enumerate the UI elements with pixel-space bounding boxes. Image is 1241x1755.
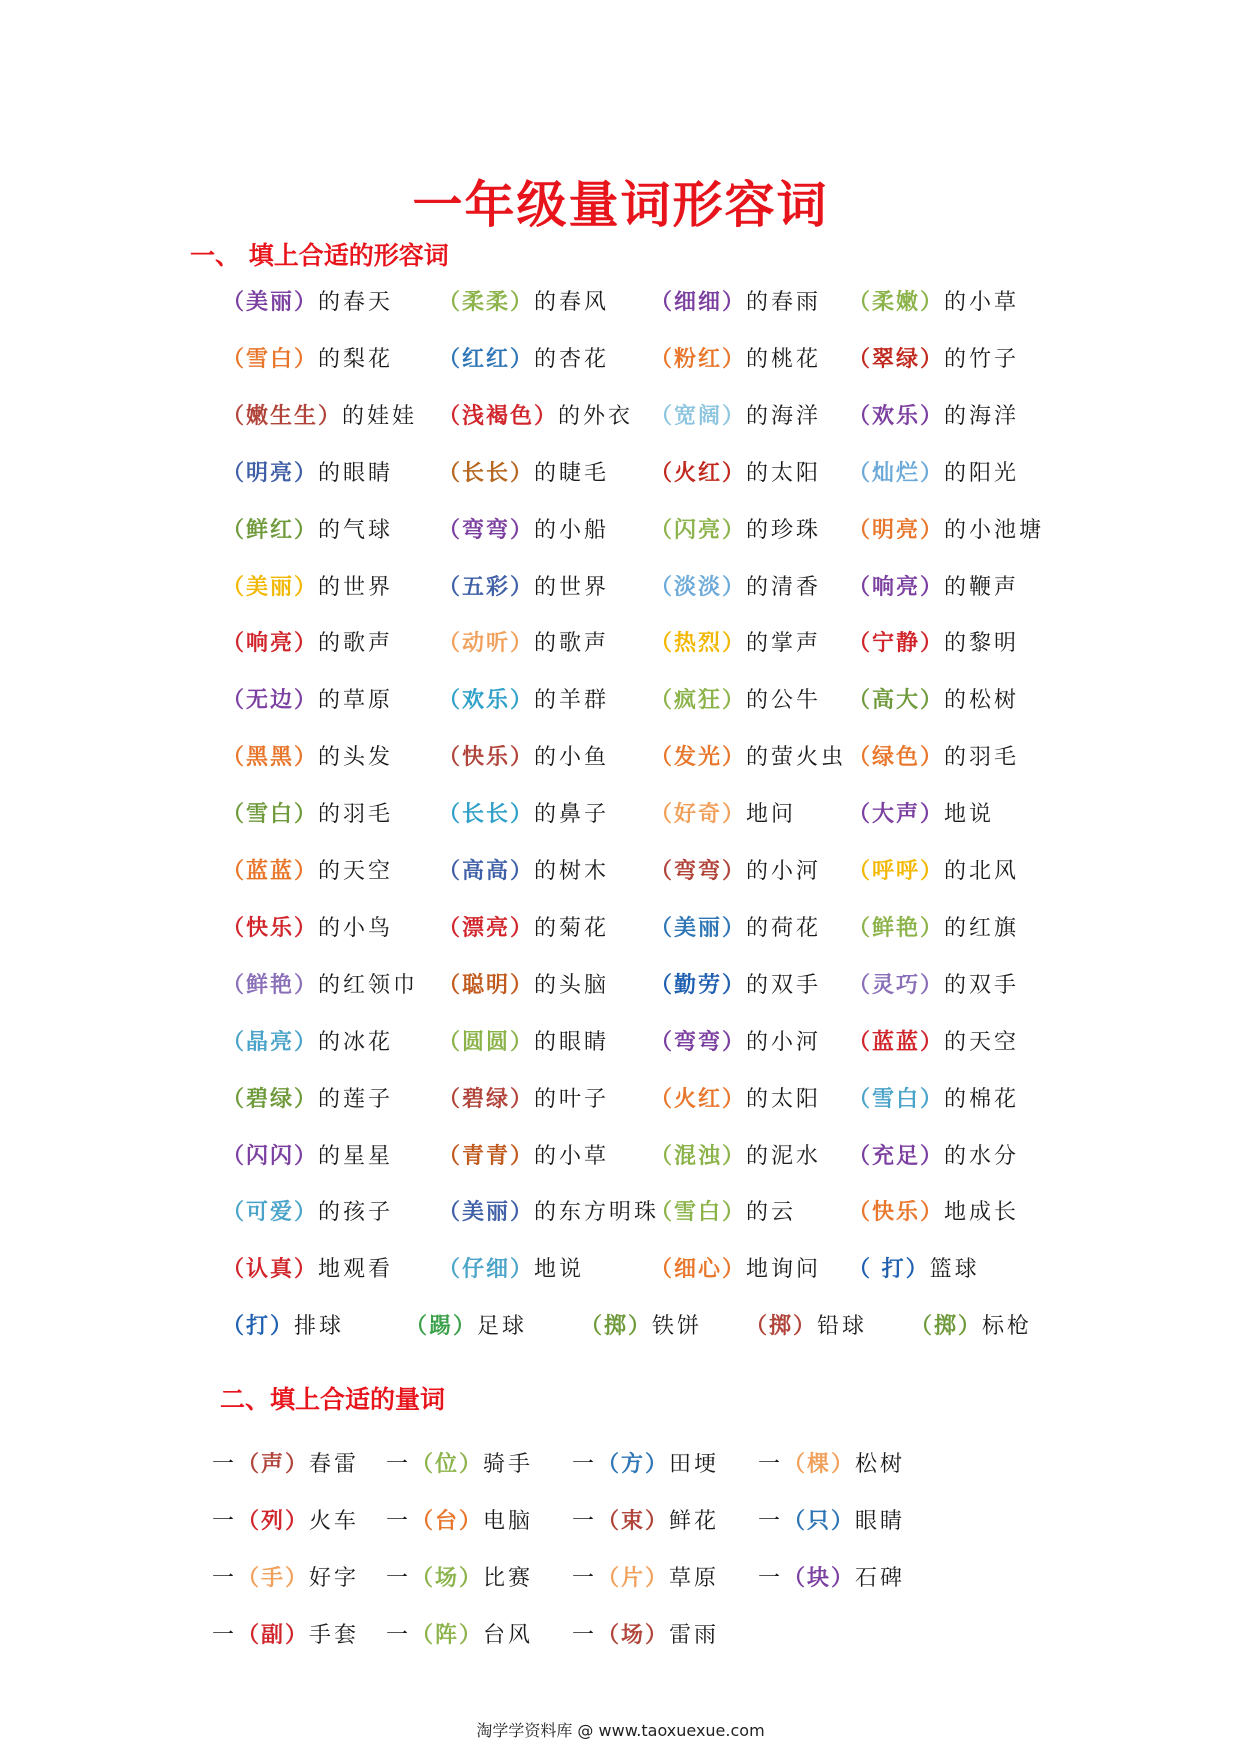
phrase-text: 的小河 — [746, 1029, 822, 1055]
answer-word: （淡淡） — [650, 573, 747, 600]
phrase-text: 的孩子 — [318, 1200, 394, 1226]
answer-word: （宽阔） — [650, 402, 747, 429]
numeral-one: 一 — [758, 1452, 784, 1477]
answer-word: （美丽） — [438, 1199, 535, 1226]
answer-word: （位） — [411, 1451, 484, 1477]
answer-word: （黑黑） — [222, 744, 319, 771]
phrase-text: 的太阳 — [746, 460, 822, 486]
phrase-text: 的东方明珠 — [534, 1200, 660, 1226]
answer-word: （火红） — [650, 459, 747, 486]
answer-word: （片） — [597, 1565, 670, 1591]
exercise-item — [650, 1022, 821, 1063]
exercise-item — [580, 1306, 702, 1347]
exercise-item — [848, 453, 1019, 494]
phrase-text: 的羽毛 — [318, 802, 394, 828]
noun-text: 雷雨 — [669, 1623, 720, 1648]
phrase-text: 地观看 — [318, 1257, 394, 1283]
measure-item — [212, 1558, 359, 1599]
phrase-text: 的外衣 — [558, 403, 634, 429]
exercise-item — [848, 623, 1019, 664]
phrase-text: 的睫毛 — [534, 460, 610, 486]
exercise-item — [650, 680, 821, 721]
answer-word: （欢乐） — [438, 687, 535, 714]
phrase-text: 地问 — [746, 802, 797, 828]
exercise-item — [438, 680, 609, 721]
phrase-text: 的掌声 — [746, 631, 822, 657]
answer-word: （闪闪） — [222, 1142, 319, 1169]
exercise-item — [848, 1192, 1019, 1233]
exercise-item — [438, 794, 609, 835]
answer-word: （场） — [597, 1622, 670, 1648]
exercise-item — [650, 1079, 821, 1120]
numeral-one: 一 — [758, 1509, 784, 1534]
phrase-text: 的桃花 — [746, 346, 822, 372]
answer-word: （鲜艳） — [848, 914, 945, 941]
exercise-item — [650, 1136, 821, 1177]
answer-word: （可爱） — [222, 1199, 319, 1226]
phrase-text: 的眼睛 — [534, 1029, 610, 1055]
phrase-text: 的歌声 — [534, 631, 610, 657]
phrase-text: 的杏花 — [534, 346, 610, 372]
answer-word: （认真） — [222, 1256, 319, 1283]
exercise-item — [848, 282, 1019, 323]
phrase-text: 的眼睛 — [318, 460, 394, 486]
exercise-item — [438, 1079, 609, 1120]
exercise-item — [222, 1249, 393, 1290]
phrase-text: 的公牛 — [746, 688, 822, 714]
phrase-text: 排球 — [294, 1314, 345, 1340]
measure-item — [386, 1501, 533, 1542]
answer-word: （副） — [237, 1622, 310, 1648]
exercise-item — [848, 965, 1019, 1006]
answer-word: （声） — [237, 1451, 310, 1477]
phrase-text: 的海洋 — [746, 403, 822, 429]
exercise-item — [438, 737, 609, 778]
phrase-text: 的草原 — [318, 688, 394, 714]
answer-word: （场） — [411, 1565, 484, 1591]
measure-item — [572, 1444, 719, 1485]
answer-word: （勤劳） — [650, 971, 747, 998]
numeral-one: 一 — [386, 1452, 412, 1477]
exercise-item — [222, 1136, 393, 1177]
answer-word: （列） — [237, 1508, 310, 1534]
numeral-one: 一 — [572, 1509, 598, 1534]
answer-word: （美丽） — [222, 289, 319, 315]
exercise-item — [848, 1249, 980, 1290]
exercise-item — [650, 510, 821, 551]
measure-item — [758, 1558, 905, 1599]
phrase-text: 的海洋 — [944, 403, 1020, 429]
phrase-text: 的春雨 — [746, 290, 822, 315]
exercise-item — [222, 339, 393, 380]
exercise-item — [910, 1306, 1032, 1347]
measure-item — [386, 1615, 533, 1656]
exercise-item — [438, 282, 609, 323]
phrase-text: 的泥水 — [746, 1143, 822, 1169]
measure-item — [758, 1444, 905, 1485]
numeral-one: 一 — [572, 1566, 598, 1591]
answer-word: （掷） — [745, 1313, 818, 1340]
noun-text: 好字 — [309, 1566, 360, 1591]
exercise-item — [650, 623, 821, 664]
phrase-text: 的太阳 — [746, 1086, 822, 1112]
exercise-item — [848, 851, 1019, 892]
phrase-text: 的棉花 — [944, 1086, 1020, 1112]
answer-word: （浅褐色） — [438, 402, 559, 429]
exercise-item — [222, 1079, 393, 1120]
exercise-item — [650, 851, 821, 892]
numeral-one: 一 — [386, 1509, 412, 1534]
answer-word: （蓝蓝） — [222, 858, 319, 884]
answer-word: （雪白） — [650, 1199, 747, 1226]
phrase-text: 的世界 — [318, 574, 394, 600]
phrase-text: 的春天 — [318, 290, 394, 315]
exercise-item — [438, 510, 609, 551]
answer-word: （青青） — [438, 1142, 535, 1169]
phrase-text: 地成长 — [944, 1200, 1020, 1226]
phrase-text: 铁饼 — [652, 1314, 703, 1340]
answer-word: （细心） — [650, 1256, 747, 1283]
answer-word: （鲜艳） — [222, 971, 319, 998]
exercise-item — [848, 510, 1044, 551]
answer-word: （疯狂） — [650, 687, 747, 714]
exercise-item — [650, 282, 821, 323]
phrase-text: 的小船 — [534, 517, 610, 543]
exercise-item — [848, 1136, 1019, 1177]
phrase-text: 铅球 — [817, 1314, 868, 1340]
measure-item — [758, 1501, 905, 1542]
phrase-text: 的红旗 — [944, 915, 1020, 941]
exercise-item — [438, 1022, 609, 1063]
answer-word: （台） — [411, 1508, 484, 1534]
exercise-item — [650, 1249, 821, 1290]
phrase-text: 的红领巾 — [318, 972, 419, 998]
noun-text: 春雷 — [309, 1452, 360, 1477]
measure-item — [212, 1444, 359, 1485]
phrase-text: 的头发 — [318, 745, 394, 771]
answer-word: （灿烂） — [848, 459, 945, 486]
answer-word: （柔柔） — [438, 289, 535, 315]
phrase-text: 的双手 — [746, 972, 822, 998]
exercise-item — [650, 737, 846, 778]
phrase-text: 的梨花 — [318, 346, 394, 372]
phrase-text: 的双手 — [944, 972, 1020, 998]
answer-word: （碧绿） — [438, 1085, 535, 1112]
phrase-text: 的小池塘 — [944, 517, 1045, 543]
exercise-item — [650, 908, 821, 949]
answer-word: （ 打） — [848, 1256, 930, 1283]
answer-word: （仔细） — [438, 1256, 535, 1283]
noun-text: 眼睛 — [855, 1509, 906, 1534]
phrase-text: 的鼻子 — [534, 802, 610, 828]
phrase-text: 的松树 — [944, 688, 1020, 714]
answer-word: （充足） — [848, 1142, 945, 1169]
answer-word: （碧绿） — [222, 1085, 319, 1112]
phrase-text: 的春风 — [534, 290, 610, 315]
answer-word: （漂亮） — [438, 914, 535, 941]
exercise-item — [222, 510, 393, 551]
answer-word: （好奇） — [650, 801, 747, 828]
numeral-one: 一 — [386, 1566, 412, 1591]
phrase-text: 的黎明 — [944, 631, 1020, 657]
answer-word: （弯弯） — [650, 858, 747, 884]
answer-word: （发光） — [650, 744, 747, 771]
measure-item — [212, 1615, 359, 1656]
answer-word: （高高） — [438, 858, 535, 884]
noun-text: 石碑 — [855, 1566, 906, 1591]
exercise-item — [438, 396, 633, 437]
answer-word: （翠绿） — [848, 345, 945, 372]
answer-word: （块） — [783, 1565, 856, 1591]
phrase-text: 的天空 — [944, 1029, 1020, 1055]
answer-word: （细细） — [650, 289, 747, 315]
answer-word: （掷） — [910, 1313, 983, 1340]
measure-item — [572, 1558, 719, 1599]
answer-word: （美丽） — [222, 573, 319, 600]
exercise-item — [405, 1306, 527, 1347]
phrase-text: 的阳光 — [944, 460, 1020, 486]
answer-word: （打） — [222, 1313, 295, 1340]
answer-word: （火红） — [650, 1085, 747, 1112]
answer-word: （雪白） — [222, 345, 319, 372]
exercise-item — [438, 567, 609, 608]
numeral-one: 一 — [572, 1452, 598, 1477]
phrase-text: 的天空 — [318, 859, 394, 884]
measure-item — [386, 1558, 533, 1599]
answer-word: （灵巧） — [848, 971, 945, 998]
phrase-text: 的珍珠 — [746, 517, 822, 543]
measure-item — [212, 1501, 359, 1542]
exercise-item — [650, 794, 796, 835]
exercise-item — [222, 453, 393, 494]
answer-word: （快乐） — [848, 1199, 945, 1226]
phrase-text: 的荷花 — [746, 915, 822, 941]
phrase-text: 的小河 — [746, 859, 822, 884]
phrase-text: 的云 — [746, 1200, 797, 1226]
exercise-item — [650, 339, 821, 380]
answer-word: （红红） — [438, 345, 535, 372]
measure-item — [572, 1501, 719, 1542]
answer-word: （弯弯） — [650, 1028, 747, 1055]
section-1-heading: 一、 填上合适的形容词 — [190, 241, 449, 270]
phrase-text: 的小草 — [944, 290, 1020, 315]
exercise-item — [222, 623, 393, 664]
answer-word: （绿色） — [848, 744, 945, 771]
noun-text: 鲜花 — [669, 1509, 720, 1534]
phrase-text: 的萤火虫 — [746, 745, 847, 771]
footer-watermark: 淘学学资料库 @ www.taoxuexue.com — [476, 1721, 765, 1740]
answer-word: （弯弯） — [438, 516, 535, 543]
noun-text: 草原 — [669, 1566, 720, 1591]
answer-word: （掷） — [580, 1313, 653, 1340]
phrase-text: 的北风 — [944, 859, 1020, 884]
numeral-one: 一 — [212, 1566, 238, 1591]
answer-word: （踢） — [405, 1313, 478, 1340]
phrase-text: 篮球 — [929, 1257, 980, 1283]
noun-text: 电脑 — [483, 1509, 534, 1534]
exercise-item — [848, 339, 1019, 380]
phrase-text: 的娃娃 — [342, 403, 418, 429]
measure-item — [386, 1444, 533, 1485]
answer-word: （欢乐） — [848, 402, 945, 429]
phrase-text: 的鞭声 — [944, 574, 1020, 600]
phrase-text: 的羊群 — [534, 688, 610, 714]
exercise-item — [650, 1192, 796, 1233]
noun-text: 台风 — [483, 1623, 534, 1648]
exercise-item — [438, 453, 609, 494]
answer-word: （热烈） — [650, 630, 747, 657]
noun-text: 骑手 — [483, 1452, 534, 1477]
exercise-item — [438, 623, 609, 664]
exercise-item — [650, 396, 821, 437]
exercise-item — [438, 1192, 659, 1233]
answer-word: （美丽） — [650, 914, 747, 941]
numeral-one: 一 — [572, 1623, 598, 1648]
answer-word: （只） — [783, 1508, 856, 1534]
answer-word: （束） — [597, 1508, 670, 1534]
exercise-item — [222, 567, 393, 608]
exercise-item — [222, 1022, 393, 1063]
answer-word: （鲜红） — [222, 516, 319, 543]
answer-word: （雪白） — [222, 801, 319, 828]
answer-word: （高大） — [848, 687, 945, 714]
numeral-one: 一 — [212, 1452, 238, 1477]
phrase-text: 的羽毛 — [944, 745, 1020, 771]
answer-word: （宁静） — [848, 630, 945, 657]
answer-word: （响亮） — [848, 573, 945, 600]
answer-word: （闪亮） — [650, 516, 747, 543]
phrase-text: 的星星 — [318, 1143, 394, 1169]
answer-word: （棵） — [783, 1451, 856, 1477]
exercise-item — [222, 737, 393, 778]
phrase-text: 的清香 — [746, 574, 822, 600]
phrase-text: 的世界 — [534, 574, 610, 600]
answer-word: （混浊） — [650, 1142, 747, 1169]
exercise-item — [222, 282, 393, 323]
exercise-item — [438, 851, 609, 892]
exercise-item — [222, 680, 393, 721]
numeral-one: 一 — [758, 1566, 784, 1591]
phrase-text: 地说 — [534, 1257, 585, 1283]
phrase-text: 的小草 — [534, 1143, 610, 1169]
exercise-item — [650, 453, 821, 494]
section-2-heading: 二、填上合适的量词 — [220, 1385, 446, 1414]
phrase-text: 的冰花 — [318, 1029, 394, 1055]
exercise-item — [438, 1136, 609, 1177]
exercise-item — [848, 1079, 1019, 1120]
phrase-text: 的水分 — [944, 1143, 1020, 1169]
noun-text: 松树 — [855, 1452, 906, 1477]
answer-word: （粉红） — [650, 345, 747, 372]
exercise-item — [222, 1192, 393, 1233]
phrase-text: 的头脑 — [534, 972, 610, 998]
answer-word: （明亮） — [848, 516, 945, 543]
answer-word: （嫩生生） — [222, 402, 343, 429]
exercise-item — [222, 1306, 344, 1347]
noun-text: 火车 — [309, 1509, 360, 1534]
phrase-text: 的莲子 — [318, 1086, 394, 1112]
exercise-item — [848, 680, 1019, 721]
answer-word: （长长） — [438, 459, 535, 486]
answer-word: （快乐） — [222, 914, 319, 941]
exercise-item — [848, 794, 994, 835]
exercise-item — [438, 908, 609, 949]
phrase-text: 的竹子 — [944, 346, 1020, 372]
answer-word: （晶亮） — [222, 1028, 319, 1055]
numeral-one: 一 — [386, 1623, 412, 1648]
page-title: 一年级量词形容词 — [412, 176, 829, 234]
numeral-one: 一 — [212, 1509, 238, 1534]
phrase-text: 的菊花 — [534, 915, 610, 941]
exercise-item — [438, 1249, 584, 1290]
exercise-item — [745, 1306, 867, 1347]
phrase-text: 地说 — [944, 802, 995, 828]
exercise-item — [222, 851, 393, 892]
phrase-text: 的叶子 — [534, 1086, 610, 1112]
phrase-text: 的小鸟 — [318, 915, 394, 941]
answer-word: （聪明） — [438, 971, 535, 998]
answer-word: （长长） — [438, 801, 535, 828]
answer-word: （柔嫩） — [848, 289, 945, 315]
answer-word: （呼呼） — [848, 858, 945, 884]
phrase-text: 标枪 — [982, 1314, 1033, 1340]
answer-word: （五彩） — [438, 573, 535, 600]
phrase-text: 足球 — [477, 1314, 528, 1340]
answer-word: （明亮） — [222, 459, 319, 486]
phrase-text: 的歌声 — [318, 631, 394, 657]
phrase-text: 的气球 — [318, 517, 394, 543]
answer-word: （手） — [237, 1565, 310, 1591]
answer-word: （雪白） — [848, 1085, 945, 1112]
exercise-item — [848, 737, 1019, 778]
exercise-item — [222, 908, 393, 949]
exercise-item — [222, 965, 418, 1006]
answer-word: （阵） — [411, 1622, 484, 1648]
answer-word: （大声） — [848, 801, 945, 828]
answer-word: （无边） — [222, 687, 319, 714]
measure-item — [572, 1615, 719, 1656]
numeral-one: 一 — [212, 1623, 238, 1648]
noun-text: 手套 — [309, 1623, 360, 1648]
noun-text: 田埂 — [669, 1452, 720, 1477]
answer-word: （动听） — [438, 630, 535, 657]
exercise-item — [222, 794, 393, 835]
answer-word: （圆圆） — [438, 1028, 535, 1055]
exercise-item — [650, 965, 821, 1006]
answer-word: （蓝蓝） — [848, 1028, 945, 1055]
exercise-item — [848, 1022, 1019, 1063]
exercise-item — [650, 567, 821, 608]
exercise-item — [438, 965, 609, 1006]
phrase-text: 地询问 — [746, 1257, 822, 1283]
exercise-item — [438, 339, 609, 380]
answer-word: （快乐） — [438, 744, 535, 771]
answer-word: （响亮） — [222, 630, 319, 657]
exercise-item — [848, 396, 1019, 437]
exercise-item — [848, 908, 1019, 949]
exercise-item — [848, 567, 1019, 608]
noun-text: 比赛 — [483, 1566, 534, 1591]
exercise-item — [222, 396, 417, 437]
phrase-text: 的树木 — [534, 859, 610, 884]
phrase-text: 的小鱼 — [534, 745, 610, 771]
answer-word: （方） — [597, 1451, 670, 1477]
